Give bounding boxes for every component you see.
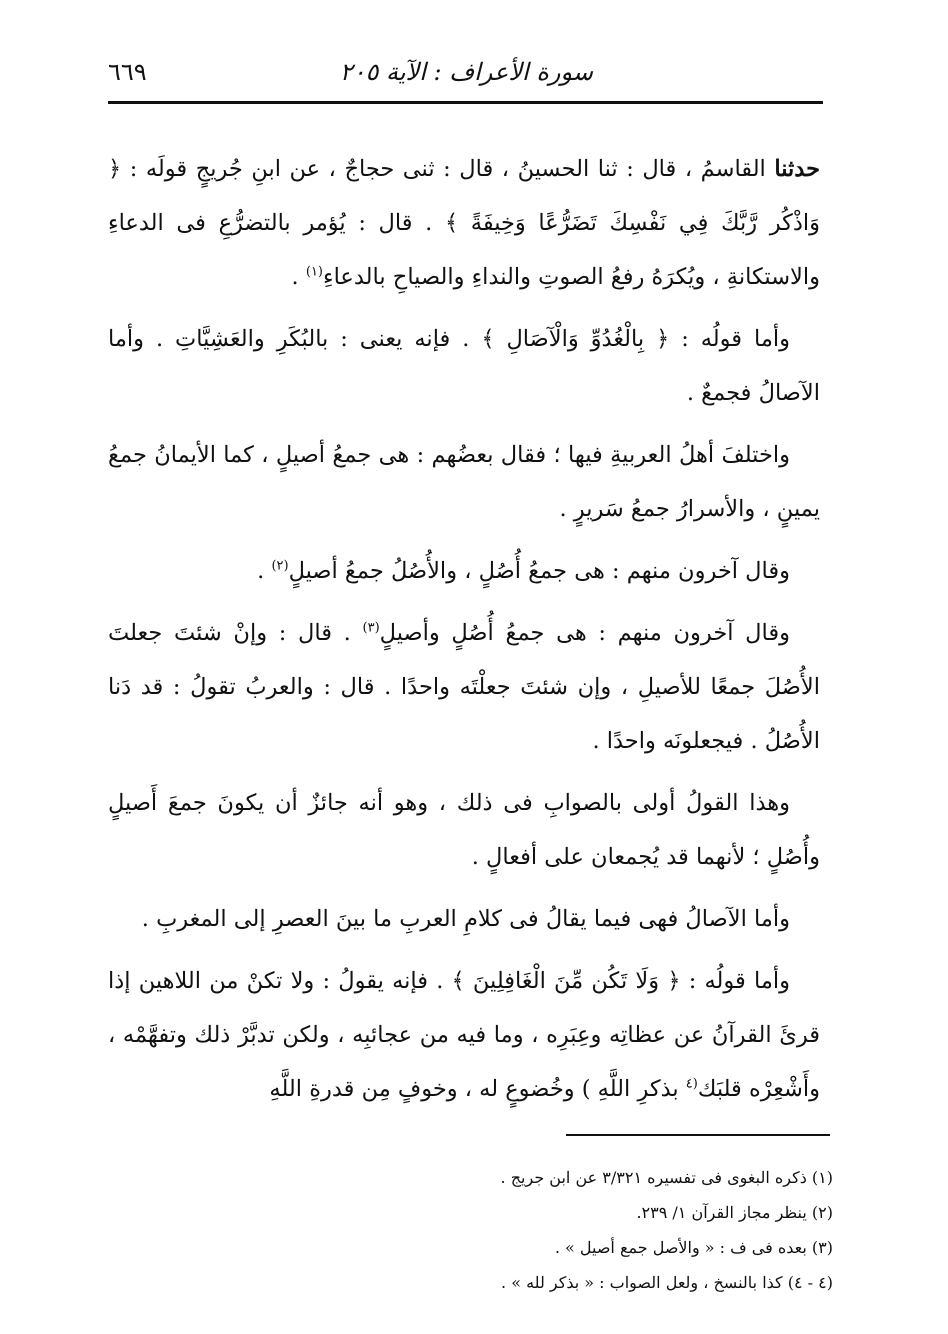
- footnotes: [233, 1160, 833, 1300]
- page-header: [108, 58, 823, 98]
- footnote: (٢) ينظر مجاز القرآن ١/ ٢٣٩.: [636, 1203, 833, 1222]
- paragraph: [108, 606, 820, 768]
- paragraph-text: وأما قولُه : ﴿ بِالْغُدُوِّ وَالْآصَالِ ﴾ . فإنه يعنى : بالبُكَرِ والعَشِيَّاتِ . وأما الآصالُ فجمعٌ .: [108, 326, 820, 406]
- paragraph-text: وقال آخرون منهم : هى جمعُ أُصُلٍ وأصيلٍ: [379, 620, 790, 646]
- paragraph-text: وقال آخرون منهم : هى جمعُ أُصُلٍ ، والأُصُلُ جمعُ أصيلٍ: [288, 558, 790, 584]
- paragraph-text: وأما قولُه : ﴿ وَلَا تَكُن مِّنَ الْغَافِلِينَ ﴾ . فإنه يقولُ : ولا تكنْ من اللاهين إذا قرئَ القرآنُ عن عظاتِه وعِبَرِه ، وما فيه من عجائبِه ، ولكن تدبَّرْ ذلك وتفهَّمْه ، وأَشْعِرْه قلبَك: [108, 968, 820, 1102]
- paragraph-tail: بذكرِ اللَّهِ ) وخُضوعٍ له ، وخوفٍ مِن قدرةِ اللَّهِ: [269, 1076, 686, 1102]
- paragraph: [108, 428, 820, 536]
- paragraph: [108, 312, 820, 420]
- paragraph-tail: .: [291, 264, 306, 290]
- main-text: [108, 142, 820, 1124]
- footnote: (٣) بعده فى ف : « والأصل جمع أصيل » .: [554, 1238, 833, 1257]
- paragraph: [108, 776, 820, 884]
- paragraph-tail: .: [257, 558, 272, 584]
- paragraph: [108, 544, 820, 598]
- footnote-divider: [566, 1134, 830, 1136]
- footnote-ref: (٣): [362, 620, 380, 636]
- paragraph-lead: حدثنا: [774, 156, 820, 182]
- paragraph-tail: . قال : وإنْ شئتَ جعلتَ الأُصُلَ جمعًا للأصيلِ ، وإن شئتَ جعلْتَه واحدًا . قال : والعربُ تقولُ : قد دَنا الأُصُلُ . فيجعلونَه واحدًا .: [108, 620, 820, 754]
- page-number: ٦٦٩: [108, 58, 147, 86]
- paragraph: [108, 142, 820, 304]
- footnote: (٤ - ٤) كذا بالنسخ ، ولعل الصواب : « بذكر لله » .: [501, 1273, 833, 1292]
- paragraph-text: القاسمُ ، قال : ثنا الحسينُ ، قال : ثنى حجاجٌ ، عن ابنِ جُريجٍ قولَه : ﴿ وَاذْكُر رَّبَّكَ فِي نَفْسِكَ تَضَرُّعًا وَخِيفَةً ﴾ . قال : يُؤمر بالتضرُّعِ فى الدعاءِ والاستكانةِ ، ويُكرَهُ رفعُ الصوتِ والنداءِ والصياحِ بالدعاءِ: [108, 156, 820, 290]
- footnote-ref: (١): [305, 264, 323, 280]
- paragraph: [108, 954, 820, 1116]
- paragraph-text: واختلفَ أهلُ العربيةِ فيها ؛ فقال بعضُهم : هى جمعُ أصيلٍ ، كما الأيمانُ جمعُ يمينٍ ، والأسرارُ جمعُ سَريرٍ .: [108, 442, 820, 522]
- paragraph-text: وأما الآصالُ فهى فيما يقالُ فى كلامِ العربِ ما بينَ العصرِ إلى المغربِ .: [141, 906, 790, 932]
- footnote-ref: (٤: [685, 1076, 698, 1092]
- footnote: (١) ذكره البغوى فى تفسيره ٣/٣٢١ عن ابن جريج .: [500, 1168, 833, 1187]
- footnote-ref: (٢): [271, 558, 289, 574]
- paragraph: [108, 892, 820, 946]
- paragraph-text: وهذا القولُ أولى بالصوابِ فى ذلك ، وهو أنه جائزٌ أن يكونَ جمعَ أَصيلٍ وأُصُلٍ ؛ لأنهما قد يُجمعان على أفعالٍ .: [108, 790, 820, 870]
- running-title: سورة الأعراف : الآية ٢٠٥: [339, 58, 593, 86]
- header-divider: [108, 101, 823, 104]
